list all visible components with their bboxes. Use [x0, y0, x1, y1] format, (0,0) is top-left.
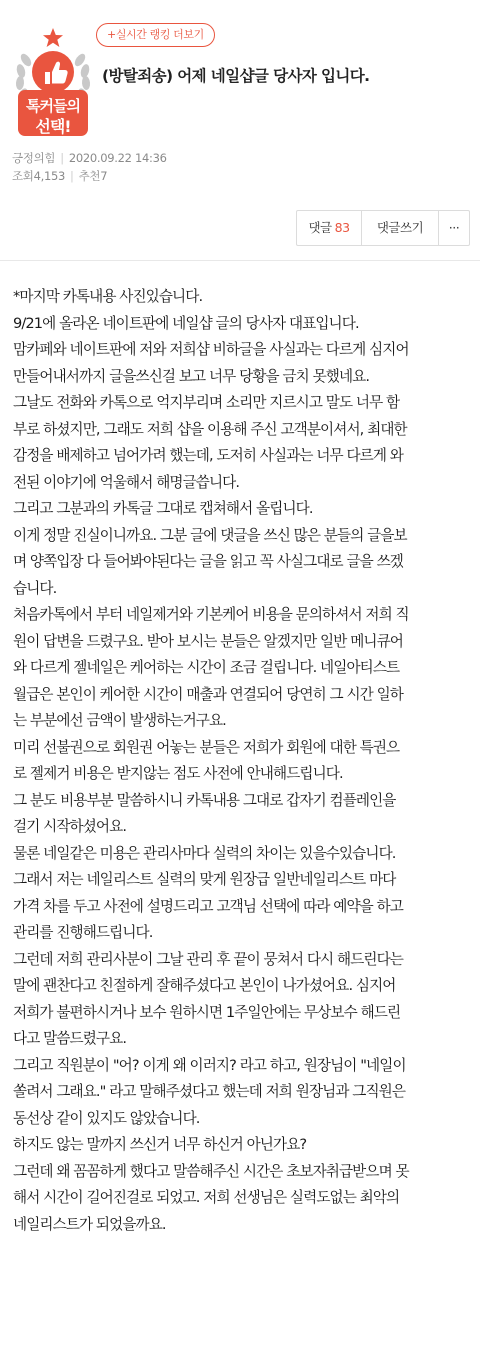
badge-line-2: 선택!: [35, 117, 71, 136]
body-text-line: 그날도 전화와 카톡으로 억지부리며 소리만 지르시고 말도 너무 함: [13, 394, 400, 411]
body-text-line: 저희가 불편하시거나 보수 원하시면 1주일안에는 무상보수 해드린: [13, 1003, 401, 1021]
body-text-line: 이게 정말 진실이니까요. 그분 글에 댓글을 쓰신 많은 분들의 글을보: [13, 526, 407, 544]
write-comment-button[interactable]: 댓글쓰기: [362, 211, 439, 245]
recommend-count: 추천7: [78, 169, 108, 183]
body-text-line: 며 양쪽입장 다 들어봐야된다는 글을 읽고 꼭 사실그대로 글을 쓰겠: [13, 553, 403, 570]
body-text-line: 가격 차를 두고 사전에 설명드리고 고객님 선택에 따라 예약을 하고: [13, 897, 403, 915]
body-text-line: 그래서 저는 네일리스트 실력의 맞게 원장급 일반네일리스트 마다: [13, 871, 396, 888]
body-text-line: 관리를 진행해드립니다.: [13, 924, 153, 941]
body-text-line: 물론 네일같은 미용은 관리사마다 실력의 차이는 있을수있습니다.: [13, 844, 396, 862]
body-text-line: 다고 말씀드렸구요.: [13, 1030, 127, 1047]
meta-separator: |: [70, 169, 74, 183]
body-text-line: 만들어내서까지 글을쓰신걸 보고 너무 당황을 금치 못했네요.: [13, 367, 370, 385]
body-text-line: 그런데 저희 관리사분이 그날 관리 후 끝이 뭉쳐서 다시 해드린다는: [13, 950, 403, 968]
post-meta-line-2: [12, 168, 107, 184]
body-text-line: 그리고 직원분이 "어? 이게 왜 이러지? 라고 하고, 원장님이 "네일이: [13, 1056, 406, 1074]
body-text-line: 쏠려서 그래요." 라고 말해주셨다고 했는데 저희 원장님과 그직원은: [13, 1083, 406, 1100]
body-text-line: 말에 괜찬다고 친절하게 잘해주셨다고 본인이 나가셨어요. 심지어: [13, 977, 396, 994]
body-text-line: 맘카페와 네이트판에 저와 저희샵 비하글을 사실과는 다르게 심지어: [13, 341, 409, 358]
section-divider: [0, 260, 480, 261]
post-date: 2020.09.22 14:36: [68, 151, 167, 165]
more-options-button[interactable]: [439, 211, 469, 245]
body-text-line: 네일리스트가 되었을까요.: [13, 1215, 166, 1233]
body-text-line: 그리고 그분과의 카톡글 그대로 캡쳐해서 올립니다.: [13, 500, 313, 517]
view-count: 조회4,153: [12, 169, 66, 183]
post-actions: [296, 210, 470, 246]
comment-count: 83: [334, 220, 350, 235]
body-text-line: 해서 시간이 길어진걸로 되었고. 저희 선생님은 실력도없는 최악의: [13, 1189, 400, 1206]
body-text-line: 습니다.: [13, 579, 57, 597]
body-text-line: 9/21에 올라온 네이트판에 네일샵 글의 당사자 대표입니다.: [13, 314, 359, 332]
body-text-line: 전된 이야기에 억울해서 해명글씁니다.: [13, 473, 240, 491]
body-text-line: 감정을 배제하고 넘어가려 했는데, 도저히 사실과는 너무 다르게 와: [13, 447, 403, 464]
meta-separator: |: [60, 151, 64, 165]
body-text-line: 로 젤제거 비용은 받지않는 점도 사전에 안내해드립니다.: [13, 765, 343, 782]
body-text-line: 부로 하셨지만, 그래도 저희 샵을 이용해 주신 고객분이셔서, 최대한: [13, 420, 407, 438]
comments-label: 댓글: [308, 220, 332, 235]
author-name[interactable]: 긍정의힘: [12, 151, 56, 165]
body-text-line: 원이 답변을 드렸구요. 받아 보시는 분들은 알겠지만 일반 메니큐어: [13, 632, 403, 650]
post-title: (방탈죄송) 어제 네일샵글 당사자 입니다.: [102, 67, 370, 85]
post-body: [13, 284, 475, 1238]
post-meta-line-1: [12, 150, 167, 166]
body-text-line: 미리 선불권으로 회원권 어놓는 분들은 저희가 회원에 대한 특권으: [13, 738, 400, 756]
toker-choice-badge: [12, 26, 94, 138]
body-text-line: 와 다르게 젤네일은 케어하는 시간이 조금 걸립니다. 네일아티스트: [13, 659, 400, 676]
body-text-line: 그 분도 비용부분 말씀하시니 카톡내용 그대로 갑자기 컴플레인을: [13, 791, 396, 809]
body-text-line: 그런데 왜 꼼꼼하게 했다고 말씀해주신 시간은 초보자취급받으며 못: [13, 1162, 409, 1180]
body-text-line: 처음카톡에서 부터 네일제거와 기본케어 비용을 문의하셔서 저희 직: [13, 606, 409, 623]
body-text-line: 걸기 시작하셨어요.: [13, 818, 127, 835]
more-dots-icon: ···: [448, 220, 460, 235]
body-text-line: 하지도 않는 말까지 쓰신거 너무 하신거 아닌가요?: [13, 1136, 307, 1153]
body-text-line: *마지막 카톡내용 사진있습니다.: [13, 288, 203, 305]
body-text-line: 월급은 본인이 케어한 시간이 매출과 연결되어 당연히 그 시간 일하: [13, 685, 403, 703]
body-text-line: 동선상 같이 있지도 않았습니다.: [13, 1109, 200, 1127]
badge-line-1: 톡커들의: [26, 97, 80, 115]
realtime-ranking-button[interactable]: +실시간 랭킹 더보기: [96, 23, 215, 47]
comments-button[interactable]: [297, 211, 362, 245]
body-text-line: 는 부분에선 금액이 발생하는거구요.: [13, 712, 226, 729]
